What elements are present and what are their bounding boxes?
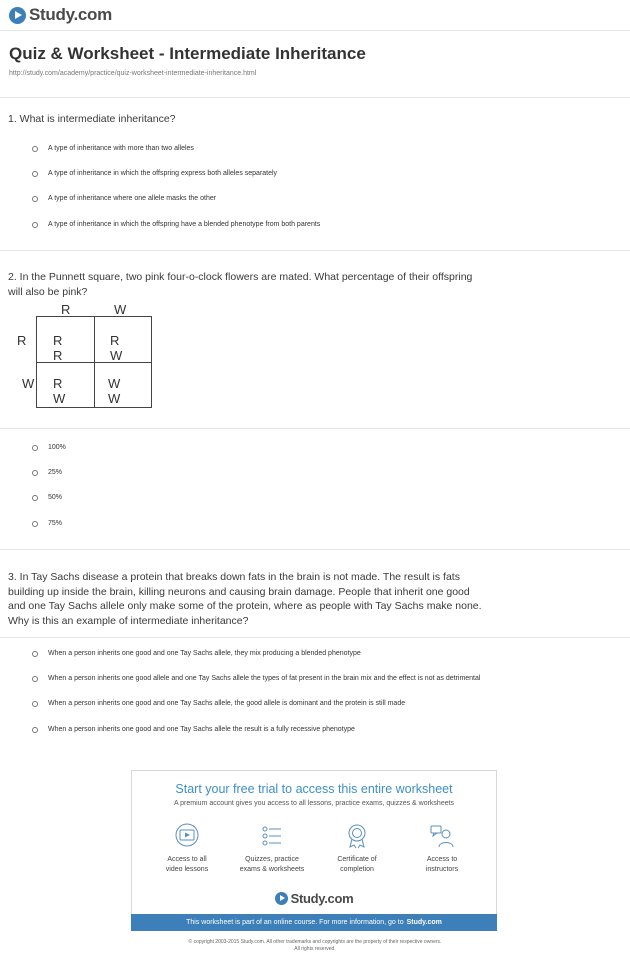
answer-option[interactable] (32, 195, 216, 202)
punnett-cell: W W (108, 376, 121, 406)
logo-text: Study.com (29, 5, 112, 24)
radio-icon[interactable] (32, 146, 38, 152)
radio-icon[interactable] (32, 196, 38, 202)
instructor-icon (429, 823, 455, 849)
question-line: and one Tay Sachs allele only make some of the protein, where as people with Tay Sachs make none. (8, 600, 482, 612)
radio-icon[interactable] (32, 651, 38, 657)
answer-option[interactable] (32, 494, 62, 501)
question-1: 1. What is intermediate inheritance? (8, 113, 176, 125)
feature-label: video lessons (165, 865, 209, 873)
play-icon (9, 7, 26, 24)
option-label: When a person inherits one good and one Tay Sachs allele, they mix producing a blended phenotype (48, 650, 361, 657)
option-label: 25% (48, 469, 63, 476)
copyright-line: All rights reserved. (294, 946, 336, 952)
radio-icon[interactable] (32, 495, 38, 501)
question-divider (0, 428, 630, 429)
promo-study-logo[interactable] (132, 891, 496, 906)
feature-label: exams & worksheets (239, 865, 305, 873)
feature-quizzes (232, 823, 312, 874)
radio-icon[interactable] (32, 445, 38, 451)
question-line: will also be pink? (8, 285, 88, 298)
question-line: Why is this an example of intermediate inheritance? (8, 614, 249, 627)
question-2 (8, 270, 472, 299)
option-label: 100% (48, 444, 66, 451)
option-label: When a person inherits one good and one Tay Sachs allele the result is a fully recessive phenotype (48, 726, 355, 733)
question-line: 2. In the Punnett square, two pink four-o-clock flowers are mated. What percentage of their offspring (8, 271, 473, 283)
option-label: A type of inheritance where one allele masks the other (48, 195, 217, 202)
feature-label: Certificate of (337, 856, 377, 863)
question-divider (0, 549, 630, 550)
punnett-cell: R W (110, 333, 123, 363)
copyright-line: © copyright 2003-2015 Study.com. All other trademarks and copyrights are the property of their respective owners. (188, 939, 442, 945)
promo-footer (131, 914, 497, 931)
logo-text: Study.com (290, 891, 354, 906)
study-logo[interactable] (9, 5, 112, 25)
radio-icon[interactable] (32, 171, 38, 177)
punnett-col-header: W (114, 302, 127, 317)
punnett-cell: R R (53, 333, 63, 363)
feature-label: instructors (425, 865, 459, 873)
video-lesson-icon (174, 823, 200, 849)
question-line: 3. In Tay Sachs disease a protein that breaks down fats in the brain is not made. The result is fats (8, 571, 460, 583)
punnett-row-header: R (17, 333, 27, 348)
punnett-row-header: W (22, 376, 35, 391)
answer-option[interactable] (32, 469, 62, 476)
radio-icon[interactable] (32, 470, 38, 476)
quiz-list-icon (259, 823, 285, 849)
option-label: 50% (48, 494, 63, 501)
option-label: 75% (48, 520, 63, 527)
answer-option[interactable] (32, 700, 405, 707)
answer-option[interactable] (32, 650, 361, 657)
answer-option[interactable] (32, 145, 194, 152)
feature-video-lessons (147, 823, 227, 874)
option-label: When a person inherits one good and one Tay Sachs allele, the good allele is dominant and the protein is still made (48, 700, 406, 707)
feature-label: Access to all (167, 856, 207, 863)
answer-option[interactable] (32, 726, 355, 733)
question-3 (8, 570, 482, 628)
copyright (0, 939, 630, 953)
question-divider (0, 250, 630, 251)
radio-icon[interactable] (32, 727, 38, 733)
radio-icon[interactable] (32, 222, 38, 228)
option-label: A type of inheritance with more than two alleles (48, 145, 194, 152)
option-label: A type of inheritance in which the offspring have a blended phenotype from both parents (48, 221, 321, 228)
question-divider (0, 637, 630, 638)
title-divider (0, 97, 630, 98)
feature-certificate (317, 823, 397, 874)
answer-option[interactable] (32, 221, 320, 228)
radio-icon[interactable] (32, 676, 38, 682)
feature-label: Quizzes, practice (245, 856, 299, 863)
punnett-cell: R W (53, 376, 66, 406)
promo-subtitle: A premium account gives you access to all lessons, practice exams, quizzes & worksheets (173, 800, 455, 807)
certificate-icon (344, 823, 370, 849)
page-title: Quiz & Worksheet - Intermediate Inheritance (9, 44, 366, 63)
header-divider (0, 30, 630, 31)
promo-footer-link[interactable]: Study.com (406, 919, 442, 926)
option-label: When a person inherits one good allele and one Tay Sachs allele the types of fat present in the brain mix and the effect is not as detrimental (48, 675, 481, 682)
feature-label: Access to (426, 856, 458, 863)
promo-footer-text: This worksheet is part of an online course. For more information, go to (186, 919, 404, 926)
feature-label: completion (340, 865, 374, 873)
promo-title[interactable]: Start your free trial to access this entire worksheet (175, 782, 453, 796)
play-icon (275, 892, 288, 905)
radio-icon[interactable] (32, 521, 38, 527)
answer-option[interactable] (32, 520, 62, 527)
answer-option[interactable] (32, 170, 277, 177)
answer-option[interactable] (32, 444, 66, 451)
promo-box[interactable] (131, 770, 497, 931)
option-label: A type of inheritance in which the offspring express both alleles separately (48, 170, 278, 177)
question-line: building up inside the brain, killing neurons and causing brain damage. People that inherit one good (8, 585, 470, 598)
feature-instructors (402, 823, 482, 874)
page-url[interactable]: http://study.com/academy/practice/quiz-worksheet-intermediate-inheritance.html (9, 70, 257, 77)
punnett-col-header: R (61, 302, 71, 317)
answer-option[interactable] (32, 675, 480, 682)
radio-icon[interactable] (32, 701, 38, 707)
